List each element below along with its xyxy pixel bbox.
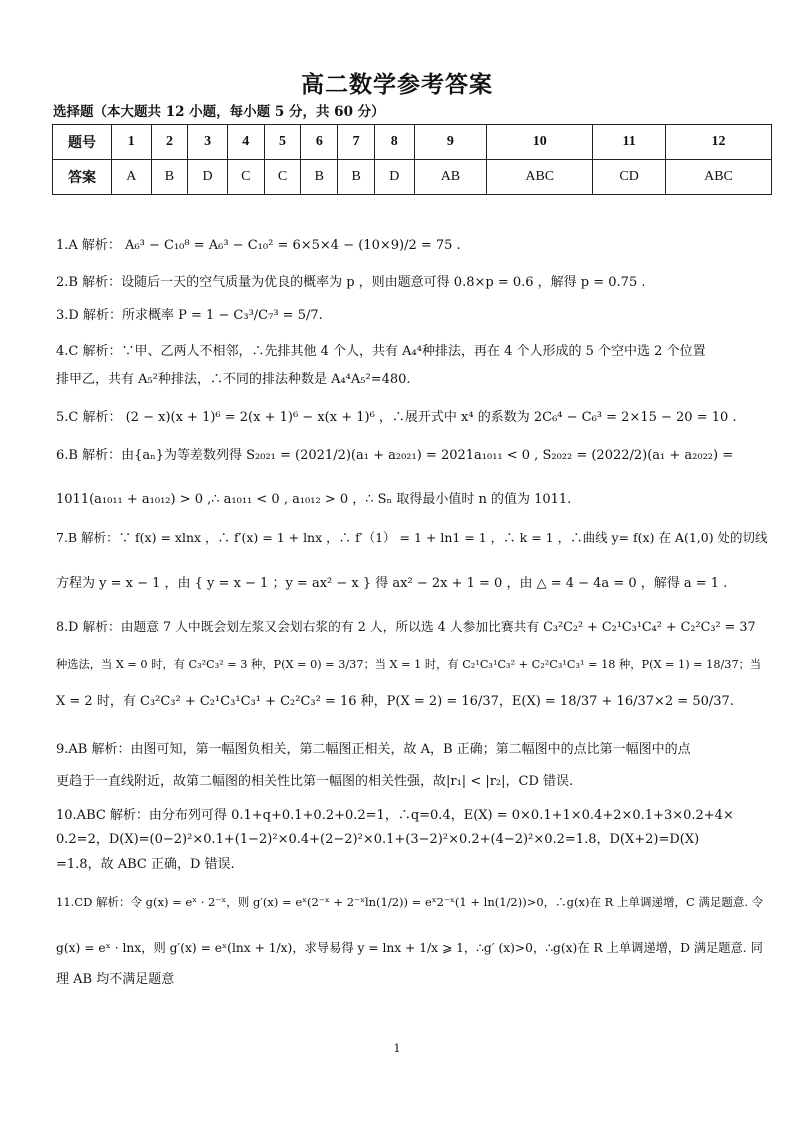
solution-10-line3: =1.8，故 ABC 正确，D 错误. [56, 857, 235, 872]
solution-3: 3.D 解析：所求概率 P = 1 − C₃³/C₇³ = 5/7. [56, 308, 323, 323]
page-title: 高二数学参考答案 [301, 71, 493, 98]
solution-4-line1: 4.C 解析：∵甲、乙两人不相邻，∴先排其他 4 个人，共有 A₄⁴种排法，再在 4 个人形成的 5 个空中选 2 个位置 [56, 344, 706, 359]
solution-8-line2: 种选法，当 X = 0 时，有 C₃²C₃² = 3 种，P(X = 0) = 3/37；当 X = 1 时，有 C₂¹C₃¹C₃² + C₂²C₃¹C₃¹ = 18 种，P(X = 1) = 18/37；当 [56, 658, 762, 671]
question-number: 7 [338, 125, 375, 160]
question-number: 5 [264, 125, 301, 160]
table-answer-row [53, 160, 772, 195]
solution-9-line2: 更趋于一直线附近，故第二幅图的相关性比第一幅图的相关性强，故|r₁| < |r₂|，CD 错误. [56, 774, 574, 789]
answer-cell: CD [593, 160, 666, 195]
question-number: 8 [375, 125, 415, 160]
solution-10-line2: 0.2=2，D(X)=(0−2)²×0.1+(1−2)²×0.4+(2−2)²×0.1+(3−2)²×0.2+(4−2)²×0.2=1.8，D(X+2)=D(X) [56, 832, 700, 847]
solution-11-line3: 理 AB 均不满足题意 [56, 972, 175, 987]
solution-6-line1: 6.B 解析：由{aₙ}为等差数列得 S₂₀₂₁ = (2021/2)(a₁ + a₂₀₂₁) = 2021a₁₀₁₁ < 0 , S₂₀₂₂ = (2022/2)(a₁ + a₂₀₂₂) = [56, 448, 734, 463]
answer-cell: C [227, 160, 264, 195]
solution-10-line1: 10.ABC 解析：由分布列可得 0.1+q+0.1+0.2+0.2=1，∴q=0.4，E(X) = 0×0.1+1×0.4+2×0.1+3×0.2+4× [56, 808, 734, 823]
question-number: 1 [112, 125, 152, 160]
answer-cell: AB [414, 160, 487, 195]
header-label: 题号 [53, 125, 112, 160]
solution-7-line1: 7.B 解析：∵ f(x) = xlnx ，∴ f′(x) = 1 + lnx ，∴ f′（1） = 1 + ln1 = 1 ，∴ k = 1 ，∴曲线 y= f(x) 在 A(1,0) 处的切线 [56, 530, 768, 545]
question-number: 2 [151, 125, 188, 160]
section-subtitle: 选择题（本大题共 12 小题，每小题 5 分，共 60 分） [53, 104, 385, 120]
question-number: 3 [188, 125, 228, 160]
answer-cell: D [188, 160, 228, 195]
answer-cell: C [264, 160, 301, 195]
question-number: 11 [593, 125, 666, 160]
solution-11-line2: g(x) = eˣ · lnx，则 g′(x) = eˣ(lnx + 1/x)，求导易得 y = lnx + 1/x ⩾ 1，∴g′ (x)>0，∴g(x)在 R 上单调递增，D 满足题意. 同 [56, 941, 763, 955]
answer-label: 答案 [53, 160, 112, 195]
solution-6-line2: 1011(a₁₀₁₁ + a₁₀₁₂) > 0 ,∴ a₁₀₁₁ < 0 , a₁₀₁₂ > 0 ，∴ Sₙ 取得最小值时 n 的值为 1011. [56, 492, 572, 507]
question-number: 4 [227, 125, 264, 160]
answer-cell: A [112, 160, 152, 195]
solution-2: 2.B 解析：设随后一天的空气质量为优良的概率为 p ，则由题意可得 0.8×p = 0.6 ，解得 p = 0.75 . [56, 275, 646, 290]
table-header-row [53, 125, 772, 160]
solution-8-line3: X = 2 时，有 C₃²C₃² + C₂¹C₃¹C₃¹ + C₂²C₃² = 16 种，P(X = 2) = 16/37，E(X) = 18/37 + 16/37×2 = 50/37. [56, 694, 734, 709]
question-number: 12 [665, 125, 771, 160]
solution-1: 1.A 解析： A₆³ − C₁₀⁸ = A₆³ − C₁₀² = 6×5×4 − (10×9)/2 = 75 . [56, 238, 461, 253]
answer-cell: B [151, 160, 188, 195]
answer-cell: ABC [665, 160, 771, 195]
solution-4-line2: 排甲乙，共有 A₅²种排法，∴不同的排法种数是 A₄⁴A₅²=480. [56, 372, 411, 387]
answer-cell: B [338, 160, 375, 195]
solution-8-line1: 8.D 解析：由题意 7 人中既会划左浆又会划右浆的有 2 人，所以选 4 人参加比赛共有 C₃²C₂² + C₂¹C₃¹C₄² + C₂²C₃² = 37 [56, 620, 756, 635]
answer-cell: ABC [487, 160, 593, 195]
answer-table [52, 124, 772, 195]
answer-cell: D [375, 160, 415, 195]
question-number: 6 [301, 125, 338, 160]
page-number: 1 [393, 1042, 401, 1055]
solution-11-line1: 11.CD 解析：令 g(x) = eˣ · 2⁻ˣ，则 g′(x) = eˣ(2⁻ˣ + 2⁻ˣln(1/2)) = eˣ2⁻ˣ(1 + ln(1/2))>0，∴g(x)在 R 上单调递增，C 满足题意. 令 [56, 895, 764, 909]
solution-9-line1: 9.AB 解析：由图可知，第一幅图负相关，第二幅图正相关，故 A，B 正确；第二幅图中的点比第一幅图中的点 [56, 742, 691, 757]
solution-7-line2: 方程为 y = x − 1 ，由 { y = x − 1 ；y = ax² − x } 得 ax² − 2x + 1 = 0 ，由 △ = 4 − 4a = 0 ，解得 a = 1 . [56, 576, 728, 591]
question-number: 9 [414, 125, 487, 160]
solution-5: 5.C 解析： (2 − x)(x + 1)⁶ = 2(x + 1)⁶ − x(x + 1)⁶ ，∴展开式中 x⁴ 的系数为 2C₆⁴ − C₆³ = 2×15 − 20 = 10 . [56, 410, 737, 425]
question-number: 10 [487, 125, 593, 160]
answer-cell: B [301, 160, 338, 195]
